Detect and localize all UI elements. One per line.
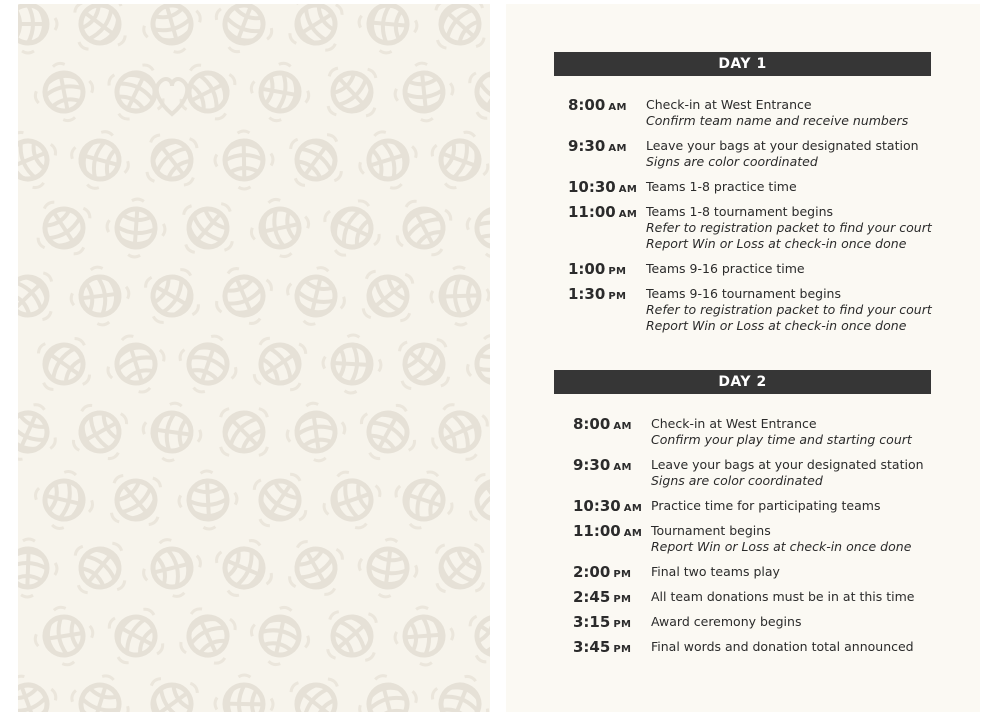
basketball-icon bbox=[214, 674, 273, 712]
time-value: 8:00 bbox=[568, 96, 606, 114]
basketball-icon bbox=[61, 393, 140, 472]
event-title: Teams 1-8 practice time bbox=[646, 179, 797, 194]
schedule-description bbox=[651, 457, 924, 489]
basketball-icon bbox=[68, 264, 133, 329]
basketball-icon bbox=[275, 663, 356, 712]
basketball-icon bbox=[59, 4, 140, 65]
time-period: AM bbox=[623, 528, 643, 539]
time-value: 11:00 bbox=[568, 203, 616, 221]
basketball-icon bbox=[311, 595, 393, 677]
time-period: AM bbox=[608, 143, 627, 154]
event-title: Practice time for participating teams bbox=[651, 498, 881, 513]
basketball-icon bbox=[393, 605, 455, 667]
event-note: Signs are color coordinated bbox=[651, 473, 823, 488]
time-value: 10:30 bbox=[573, 497, 621, 515]
schedule-description bbox=[651, 639, 914, 655]
basketball-icon bbox=[347, 255, 429, 337]
schedule-panel bbox=[506, 4, 980, 712]
basketball-icon bbox=[283, 399, 349, 465]
time-value: 3:45 bbox=[573, 638, 611, 656]
event-note: Refer to registration packet to find your court bbox=[646, 302, 932, 317]
basketball-icon bbox=[64, 124, 135, 195]
basketball-icon bbox=[178, 470, 239, 531]
basketball-icon bbox=[456, 596, 490, 676]
basketball-icon bbox=[29, 465, 99, 535]
basketball-icon bbox=[169, 53, 247, 131]
basketball-icon bbox=[385, 189, 463, 267]
schedule-time bbox=[573, 613, 631, 631]
event-title: All team donations must be in at this time bbox=[651, 589, 915, 604]
basketball-icon bbox=[315, 463, 389, 537]
basketball-icon bbox=[64, 668, 136, 712]
time-period: PM bbox=[613, 594, 632, 605]
schedule-time bbox=[573, 415, 632, 433]
event-title: Teams 1-8 tournament begins bbox=[646, 204, 834, 219]
schedule-description bbox=[646, 204, 932, 252]
basketball-icon bbox=[456, 460, 490, 541]
event-title: Award ceremony begins bbox=[651, 614, 802, 629]
event-title: Tournament begins bbox=[651, 523, 771, 538]
basketball-icon bbox=[59, 527, 141, 609]
day-2-heading: DAY 2 bbox=[554, 370, 931, 394]
event-title: Check-in at West Entrance bbox=[651, 416, 817, 431]
schedule-description bbox=[646, 97, 908, 129]
schedule-time bbox=[573, 522, 642, 540]
schedule-time bbox=[568, 137, 627, 155]
basketball-icon bbox=[99, 327, 172, 400]
basketball-icon bbox=[206, 530, 282, 606]
event-title: Final two teams play bbox=[651, 564, 780, 579]
time-value: 9:30 bbox=[573, 456, 611, 474]
event-note: Report Win or Loss at check-in once done bbox=[646, 318, 907, 333]
basketball-icon bbox=[349, 393, 428, 472]
basketball-icon bbox=[132, 256, 211, 335]
basketball-icon bbox=[24, 324, 105, 405]
basketball-pattern bbox=[18, 4, 490, 712]
basketball-icon bbox=[95, 459, 177, 541]
schedule-description bbox=[651, 564, 780, 580]
basketball-icon bbox=[139, 399, 205, 465]
basketball-icon bbox=[387, 463, 460, 536]
basketball-icon bbox=[246, 602, 315, 671]
time-value: 10:30 bbox=[568, 178, 616, 196]
schedule-description bbox=[646, 261, 805, 277]
time-period: AM bbox=[618, 209, 638, 220]
schedule-description bbox=[651, 614, 801, 630]
basketball-icon bbox=[275, 119, 356, 200]
basketball-icon bbox=[419, 4, 490, 65]
basketball-icon bbox=[206, 258, 282, 334]
time-value: 3:15 bbox=[573, 613, 611, 631]
basketball-icon bbox=[137, 533, 207, 603]
time-period: AM bbox=[618, 184, 638, 195]
schedule-time bbox=[568, 285, 626, 303]
schedule-description bbox=[646, 286, 932, 334]
schedule-description bbox=[651, 416, 912, 448]
time-value: 11:00 bbox=[573, 522, 621, 540]
basketball-icon bbox=[357, 4, 420, 55]
basketball-icon bbox=[461, 329, 490, 399]
basketball-icon bbox=[18, 122, 66, 198]
basketball-icon bbox=[246, 58, 313, 125]
event-title: Leave your bags at your designated station bbox=[651, 457, 924, 472]
basketball-icon bbox=[322, 334, 383, 395]
basketball-icon bbox=[240, 324, 321, 405]
time-period: PM bbox=[608, 266, 627, 277]
basketball-icon bbox=[18, 667, 65, 712]
basketball-icon bbox=[18, 255, 69, 337]
event-title: Final words and donation total announced bbox=[651, 639, 914, 654]
basketball-icon bbox=[422, 394, 490, 471]
basketball-icon bbox=[422, 666, 490, 712]
event-note: Refer to registration packet to find your court bbox=[646, 220, 932, 235]
basketball-icon bbox=[214, 130, 273, 189]
schedule-description bbox=[651, 589, 914, 605]
basketball-icon bbox=[392, 60, 456, 124]
basketball-icon bbox=[276, 528, 355, 607]
schedule-description bbox=[646, 179, 797, 195]
basketball-icon bbox=[430, 266, 490, 326]
basketball-icon bbox=[97, 53, 175, 131]
time-value: 1:30 bbox=[568, 285, 606, 303]
basketball-icon bbox=[18, 4, 57, 53]
time-value: 2:00 bbox=[573, 563, 611, 581]
time-period: AM bbox=[608, 102, 627, 113]
basketball-icon bbox=[30, 58, 98, 126]
basketball-icon bbox=[246, 194, 315, 263]
schedule-time bbox=[573, 563, 631, 581]
basketball-icon bbox=[207, 4, 282, 61]
schedule-time bbox=[573, 588, 631, 606]
basketball-icon bbox=[352, 668, 423, 712]
schedule-time bbox=[568, 96, 627, 114]
schedule-description bbox=[651, 498, 880, 514]
event-title: Check-in at West Entrance bbox=[646, 97, 812, 112]
basketball-icon bbox=[97, 597, 175, 675]
basketball-icon bbox=[463, 195, 490, 261]
time-period: PM bbox=[613, 644, 632, 655]
schedule-time bbox=[573, 456, 632, 474]
day-1-heading: DAY 1 bbox=[554, 52, 931, 76]
time-period: AM bbox=[613, 421, 632, 432]
basketball-icon bbox=[169, 597, 246, 674]
basketball-icon bbox=[18, 538, 58, 598]
basketball-icon bbox=[24, 188, 104, 268]
schedule-time bbox=[573, 497, 642, 515]
time-value: 1:00 bbox=[568, 260, 606, 278]
time-value: 9:30 bbox=[568, 137, 606, 155]
basketball-icon bbox=[313, 189, 390, 266]
time-value: 8:00 bbox=[573, 415, 611, 433]
schedule-time bbox=[573, 638, 631, 656]
basketball-icon bbox=[281, 261, 351, 331]
basketball-icon bbox=[352, 124, 424, 196]
schedule-time bbox=[568, 178, 637, 196]
basketball-icon bbox=[423, 123, 490, 197]
basketball-icon bbox=[105, 197, 167, 259]
basketball-icon bbox=[383, 323, 465, 405]
schedule-description bbox=[651, 523, 911, 555]
heart-icon bbox=[157, 79, 187, 114]
schedule-time bbox=[568, 203, 637, 221]
time-period: PM bbox=[608, 291, 627, 302]
basketball-icon bbox=[456, 52, 490, 132]
event-note: Confirm your play time and starting court bbox=[651, 432, 912, 447]
time-value: 2:45 bbox=[573, 588, 611, 606]
schedule-description bbox=[646, 138, 919, 170]
basketball-icon bbox=[171, 327, 245, 401]
basketball-icon bbox=[203, 391, 285, 473]
basketball-icon bbox=[131, 663, 212, 712]
event-note: Report Win or Loss at check-in once done bbox=[646, 236, 907, 251]
basketball-icon bbox=[136, 4, 208, 60]
schedule-time bbox=[568, 260, 626, 278]
event-title: Teams 9-16 practice time bbox=[646, 261, 805, 276]
basketball-icon bbox=[18, 394, 66, 471]
basketball-icon bbox=[419, 527, 490, 609]
basketball-icon bbox=[31, 603, 97, 669]
basketball-pattern-panel bbox=[18, 4, 490, 712]
event-note: Report Win or Loss at check-in once done bbox=[651, 539, 912, 554]
event-note: Signs are color coordinated bbox=[646, 154, 818, 169]
basketball-icon bbox=[131, 119, 212, 200]
basketball-icon bbox=[276, 4, 356, 64]
basketball-icon bbox=[311, 51, 393, 133]
time-period: PM bbox=[613, 619, 632, 630]
event-title: Teams 9-16 tournament begins bbox=[646, 286, 841, 301]
time-period: AM bbox=[613, 462, 632, 473]
basketball-icon bbox=[240, 460, 321, 541]
basketball-icon bbox=[356, 536, 421, 601]
time-period: PM bbox=[613, 569, 632, 580]
basketball-icon bbox=[167, 187, 249, 269]
event-note: Confirm team name and receive numbers bbox=[646, 113, 909, 128]
time-period: AM bbox=[623, 503, 643, 514]
event-title: Leave your bags at your designated station bbox=[646, 138, 919, 153]
